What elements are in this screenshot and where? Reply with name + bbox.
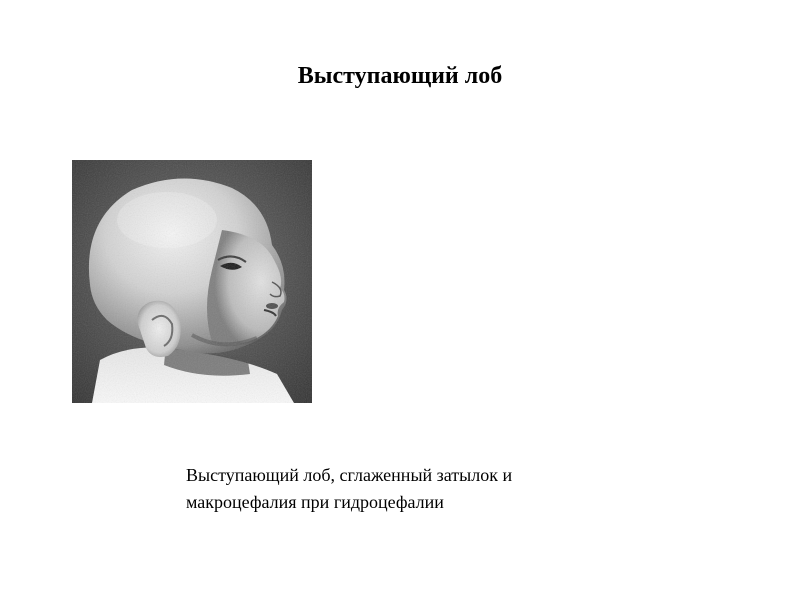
photo-illustration — [72, 160, 312, 403]
caption-line-1: Выступающий лоб, сглаженный затылок и — [186, 465, 513, 485]
caption-line-2: макроцефалия при гидроцефалии — [186, 492, 444, 512]
slide-title: Выступающий лоб — [297, 63, 503, 89]
infant-profile-photo — [72, 160, 312, 403]
caption — [186, 462, 586, 516]
